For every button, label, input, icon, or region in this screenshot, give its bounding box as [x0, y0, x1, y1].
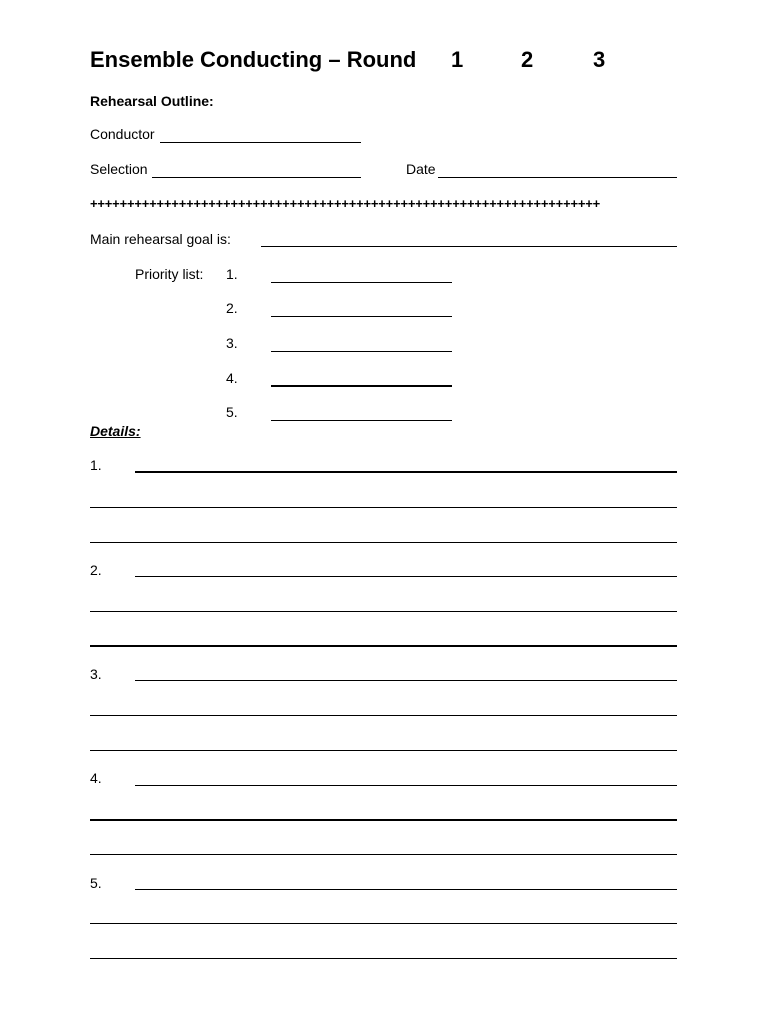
conductor-field-line[interactable] — [160, 142, 361, 143]
priority-item-number: 3. — [226, 335, 238, 351]
detail-line[interactable] — [90, 507, 677, 508]
priority-list-label: Priority list: — [135, 266, 204, 282]
page-title: Ensemble Conducting – Round — [90, 47, 417, 72]
round-option-2: 2 — [521, 47, 534, 72]
priority-item-line[interactable] — [271, 420, 452, 421]
detail-line[interactable] — [90, 958, 677, 959]
detail-line[interactable] — [90, 923, 677, 924]
conductor-label: Conductor — [90, 126, 155, 142]
date-label: Date — [406, 161, 436, 177]
detail-line[interactable] — [135, 471, 677, 473]
selection-label: Selection — [90, 161, 148, 177]
main-goal-field-line[interactable] — [261, 246, 677, 247]
detail-line[interactable] — [90, 542, 677, 543]
section-title-rehearsal-outline: Rehearsal Outline: — [90, 93, 214, 109]
detail-item-number: 1. — [90, 457, 102, 473]
detail-line[interactable] — [90, 854, 677, 855]
priority-item-line[interactable] — [271, 316, 452, 317]
detail-line[interactable] — [90, 645, 677, 647]
detail-line[interactable] — [135, 889, 677, 890]
detail-line[interactable] — [90, 715, 677, 716]
detail-item-number: 2. — [90, 562, 102, 578]
priority-item-line[interactable] — [271, 385, 452, 387]
date-field-line[interactable] — [438, 177, 677, 178]
detail-line[interactable] — [135, 576, 677, 577]
detail-item-number: 3. — [90, 666, 102, 682]
round-option-1: 1 — [451, 47, 464, 72]
details-heading: Details: — [90, 423, 141, 439]
detail-line[interactable] — [135, 785, 677, 786]
priority-item-number: 4. — [226, 370, 238, 386]
detail-item-number: 4. — [90, 770, 102, 786]
priority-item-number: 2. — [226, 300, 238, 316]
separator-plus-line: +++++++++++++++++++++++++++++++++++++++++++++++++++++++++++++++++++++ — [90, 196, 601, 211]
priority-item-number: 1. — [226, 266, 238, 282]
priority-item-line[interactable] — [271, 351, 452, 352]
priority-item-number: 5. — [226, 404, 238, 420]
detail-line[interactable] — [90, 819, 677, 821]
detail-line[interactable] — [90, 750, 677, 751]
round-option-3: 3 — [593, 47, 606, 72]
detail-line[interactable] — [90, 611, 677, 612]
main-goal-label: Main rehearsal goal is: — [90, 231, 231, 247]
priority-item-line[interactable] — [271, 282, 452, 283]
detail-item-number: 5. — [90, 875, 102, 891]
detail-line[interactable] — [135, 680, 677, 681]
selection-field-line[interactable] — [152, 177, 361, 178]
